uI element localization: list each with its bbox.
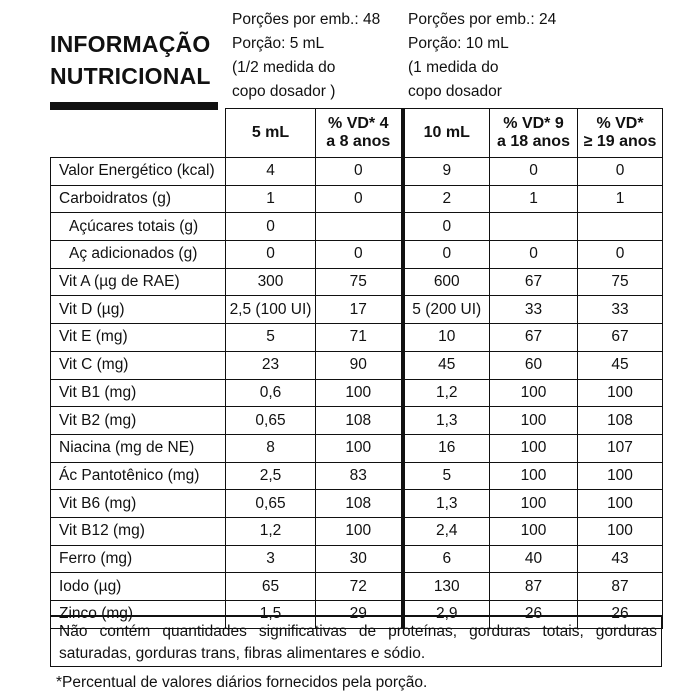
vd-19-plus <box>578 213 663 241</box>
vd-9-18: 0 <box>490 158 578 186</box>
serving-measure-cont: copo dosador ) <box>232 83 336 100</box>
vd-19-plus: 67 <box>578 324 663 352</box>
value-5ml: 65 <box>226 573 316 601</box>
vd-19-plus: 87 <box>578 573 663 601</box>
value-10ml: 0 <box>403 241 490 269</box>
value-5ml: 0 <box>226 213 316 241</box>
header-vd-9-18: % VD* 9 a 18 anos <box>490 109 578 158</box>
nutrition-table <box>50 108 663 629</box>
value-5ml: 2,5 (100 UI) <box>226 296 316 324</box>
vd-4-8: 108 <box>316 490 403 518</box>
vd-4-8: 108 <box>316 407 403 435</box>
value-10ml: 2,4 <box>403 517 490 545</box>
vd-4-8: 75 <box>316 268 403 296</box>
vd-4-8: 0 <box>316 241 403 269</box>
table-row <box>51 185 663 213</box>
value-10ml: 1,3 <box>403 407 490 435</box>
header-5ml: 5 mL <box>226 109 316 158</box>
servings-per-pack: Porções por emb.: 24 <box>408 11 557 28</box>
vd-9-18: 87 <box>490 573 578 601</box>
nutrient-name: Ferro (mg) <box>51 545 226 573</box>
vd-19-plus: 0 <box>578 241 663 269</box>
header-vd-19-plus: % VD* ≥ 19 anos <box>578 109 663 158</box>
value-10ml: 10 <box>403 324 490 352</box>
vd-19-plus: 43 <box>578 545 663 573</box>
vd-9-18: 100 <box>490 379 578 407</box>
value-5ml: 300 <box>226 268 316 296</box>
value-10ml: 2 <box>403 185 490 213</box>
vd-9-18: 100 <box>490 462 578 490</box>
table-row <box>51 296 663 324</box>
header-vd-4-8: % VD* 4 a 8 anos <box>316 109 403 158</box>
value-10ml: 130 <box>403 573 490 601</box>
header-blank <box>51 109 226 158</box>
value-5ml: 1 <box>226 185 316 213</box>
table-row <box>51 213 663 241</box>
nutrient-name: Valor Energético (kcal) <box>51 158 226 186</box>
value-5ml: 1,5 <box>226 601 316 629</box>
vd-9-18: 40 <box>490 545 578 573</box>
table-row <box>51 241 663 269</box>
nutrient-name: Aç adicionados (g) <box>51 241 226 269</box>
table-row <box>51 462 663 490</box>
serving-measure-cont: copo dosador <box>408 83 502 100</box>
servings-per-pack: Porções por emb.: 48 <box>232 11 381 28</box>
value-10ml: 600 <box>403 268 490 296</box>
value-10ml: 9 <box>403 158 490 186</box>
value-5ml: 23 <box>226 351 316 379</box>
nutrient-name: Iodo (µg) <box>51 573 226 601</box>
vd-4-8: 0 <box>316 185 403 213</box>
value-5ml: 0,65 <box>226 407 316 435</box>
header-10ml: 10 mL <box>403 109 490 158</box>
serving-info-10ml <box>408 8 556 104</box>
vd-9-18: 60 <box>490 351 578 379</box>
vd-4-8: 83 <box>316 462 403 490</box>
footnote-box <box>50 615 662 667</box>
nutrient-name: Vit A (µg de RAE) <box>51 268 226 296</box>
value-10ml: 16 <box>403 434 490 462</box>
vd-19-plus: 1 <box>578 185 663 213</box>
vd-4-8: 30 <box>316 545 403 573</box>
vd-4-8: 0 <box>316 158 403 186</box>
vd-4-8: 100 <box>316 517 403 545</box>
nutrition-title <box>50 28 211 92</box>
value-5ml: 4 <box>226 158 316 186</box>
vd-4-8: 90 <box>316 351 403 379</box>
vd-19-plus: 26 <box>578 601 663 629</box>
nutrient-name: Vit C (mg) <box>51 351 226 379</box>
vd-9-18: 67 <box>490 324 578 352</box>
nutrient-name: Açúcares totais (g) <box>51 213 226 241</box>
nutrient-name: Vit B1 (mg) <box>51 379 226 407</box>
value-5ml: 0 <box>226 241 316 269</box>
value-10ml: 1,2 <box>403 379 490 407</box>
value-5ml: 8 <box>226 434 316 462</box>
vd-9-18: 1 <box>490 185 578 213</box>
vd-19-plus: 100 <box>578 462 663 490</box>
nutrient-name: Niacina (mg de NE) <box>51 434 226 462</box>
title-line-1: INFORMAÇÃO <box>50 31 211 57</box>
table-row <box>51 379 663 407</box>
nutrient-name: Vit B12 (mg) <box>51 517 226 545</box>
table-row <box>51 324 663 352</box>
value-5ml: 2,5 <box>226 462 316 490</box>
table-row <box>51 158 663 186</box>
value-10ml: 2,9 <box>403 601 490 629</box>
vd-9-18: 100 <box>490 434 578 462</box>
table-row <box>51 545 663 573</box>
header-row <box>51 109 663 158</box>
value-5ml: 3 <box>226 545 316 573</box>
nutrient-name: Ác Pantotênico (mg) <box>51 462 226 490</box>
serving-size: Porção: 10 mL <box>408 35 509 52</box>
serving-measure: (1 medida do <box>408 59 499 76</box>
nutrient-name: Zinco (mg) <box>51 601 226 629</box>
vd-9-18: 100 <box>490 490 578 518</box>
table-row <box>51 490 663 518</box>
vd-19-plus: 100 <box>578 379 663 407</box>
vd-4-8 <box>316 213 403 241</box>
title-line-2: NUTRICIONAL <box>50 63 211 89</box>
value-10ml: 0 <box>403 213 490 241</box>
nutrient-name: Carboidratos (g) <box>51 185 226 213</box>
nutrient-name: Vit D (µg) <box>51 296 226 324</box>
serving-measure: (1/2 medida do <box>232 59 336 76</box>
vd-19-plus: 107 <box>578 434 663 462</box>
table-row <box>51 573 663 601</box>
vd-19-plus: 108 <box>578 407 663 435</box>
footnote-not-significant: Não contém quantidades significativas de proteínas, gorduras totais, gorduras saturadas, gorduras trans, fibras alimentares e sódio. <box>59 623 657 662</box>
vd-19-plus: 100 <box>578 517 663 545</box>
vd-9-18: 67 <box>490 268 578 296</box>
value-5ml: 0,65 <box>226 490 316 518</box>
value-5ml: 5 <box>226 324 316 352</box>
vd-19-plus: 33 <box>578 296 663 324</box>
vd-4-8: 100 <box>316 434 403 462</box>
vd-19-plus: 0 <box>578 158 663 186</box>
value-10ml: 5 <box>403 462 490 490</box>
vd-9-18: 100 <box>490 407 578 435</box>
vd-9-18 <box>490 213 578 241</box>
vd-9-18: 0 <box>490 241 578 269</box>
nutrient-name: Vit E (mg) <box>51 324 226 352</box>
vd-9-18: 26 <box>490 601 578 629</box>
value-10ml: 1,3 <box>403 490 490 518</box>
vd-4-8: 29 <box>316 601 403 629</box>
vd-9-18: 33 <box>490 296 578 324</box>
nutrient-name: Vit B6 (mg) <box>51 490 226 518</box>
table-row <box>51 407 663 435</box>
vd-4-8: 72 <box>316 573 403 601</box>
value-5ml: 1,2 <box>226 517 316 545</box>
table-row <box>51 434 663 462</box>
value-10ml: 5 (200 UI) <box>403 296 490 324</box>
table-row <box>51 517 663 545</box>
vd-9-18: 100 <box>490 517 578 545</box>
vd-19-plus: 100 <box>578 490 663 518</box>
serving-info-5ml <box>232 8 380 104</box>
table-row <box>51 351 663 379</box>
value-10ml: 45 <box>403 351 490 379</box>
vd-19-plus: 75 <box>578 268 663 296</box>
vd-19-plus: 45 <box>578 351 663 379</box>
vd-4-8: 71 <box>316 324 403 352</box>
footnote-vd: *Percentual de valores diários fornecidos pela porção. <box>56 674 428 691</box>
vd-4-8: 17 <box>316 296 403 324</box>
table-row <box>51 268 663 296</box>
value-5ml: 0,6 <box>226 379 316 407</box>
value-10ml: 6 <box>403 545 490 573</box>
vd-4-8: 100 <box>316 379 403 407</box>
serving-size: Porção: 5 mL <box>232 35 325 52</box>
nutrient-name: Vit B2 (mg) <box>51 407 226 435</box>
